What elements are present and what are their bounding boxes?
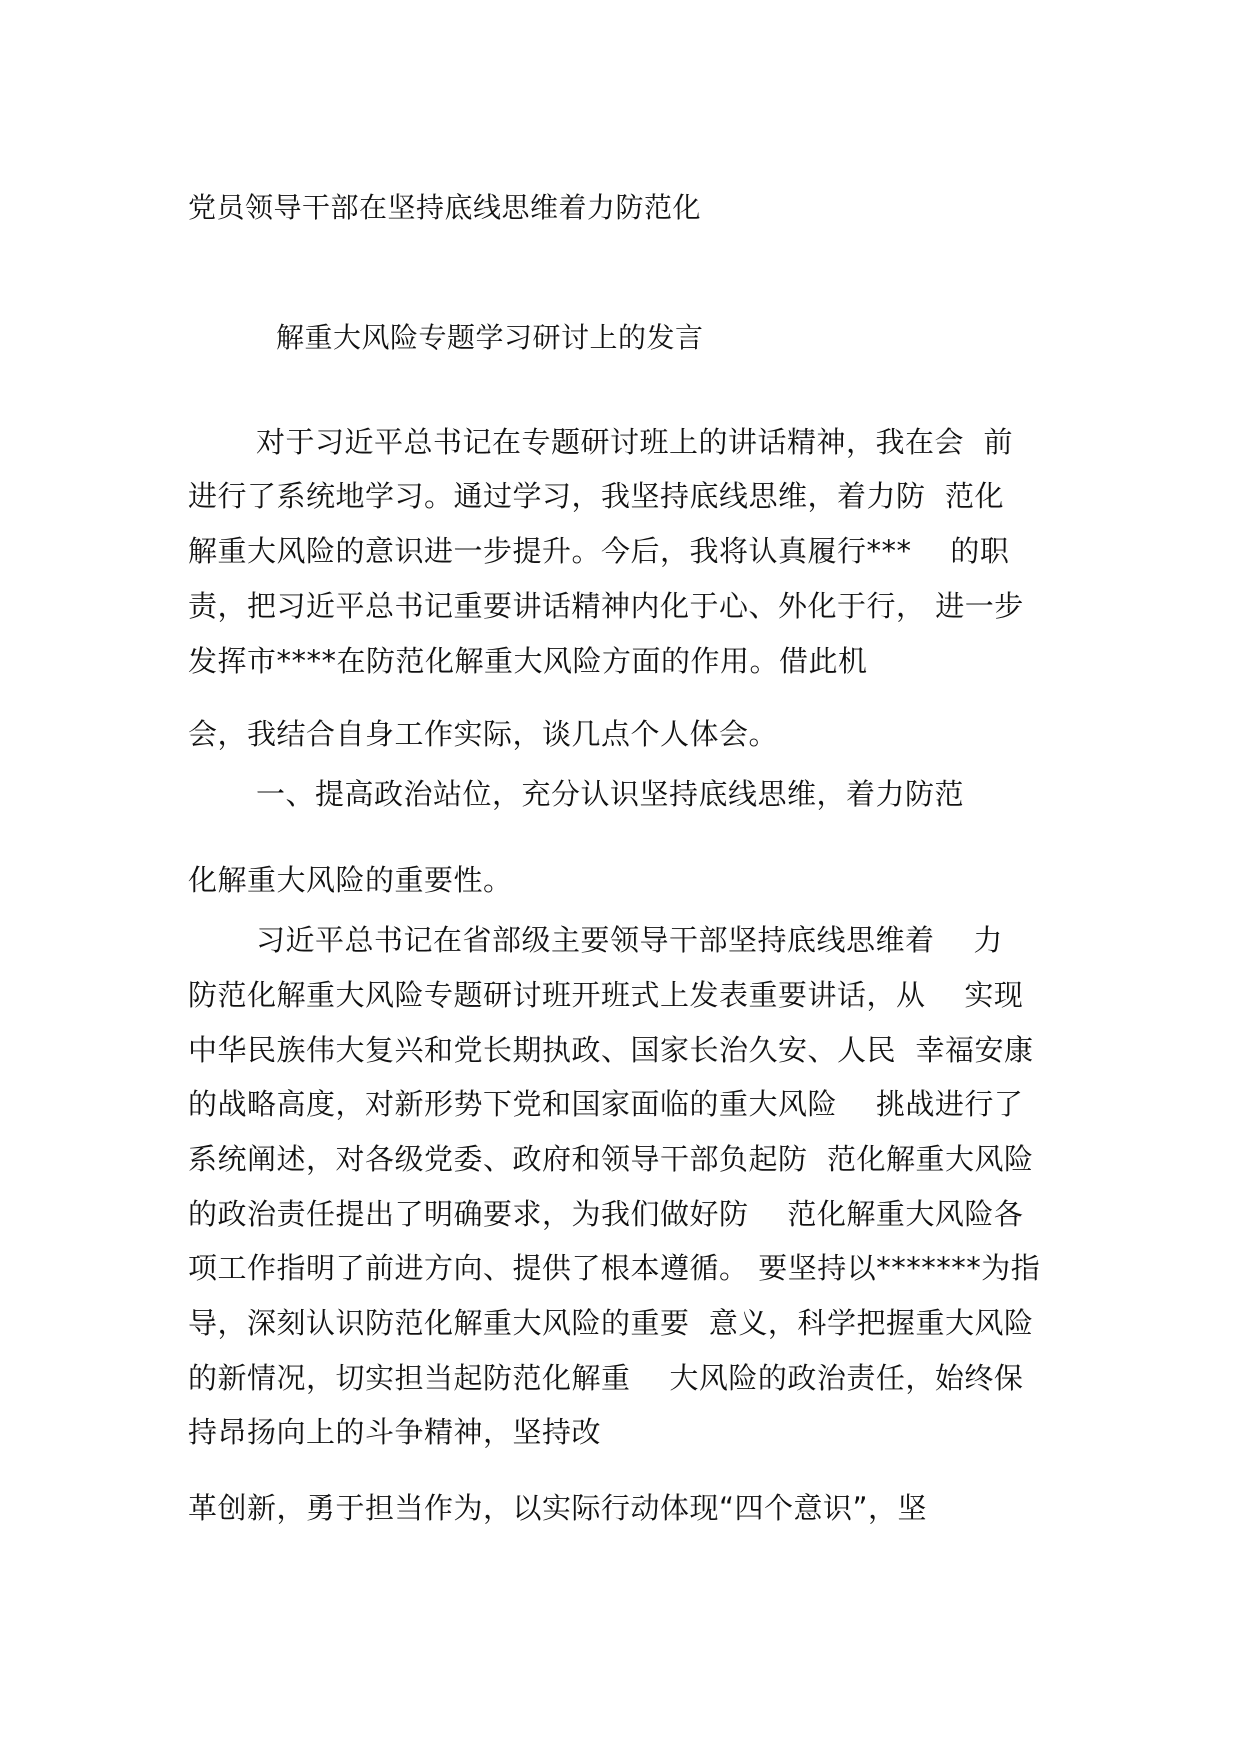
body-line-14: 的政治责任提出了明确要求，为我们做好防 范化解重大风险各 <box>188 1197 1024 1231</box>
body-line-16: 导，深刻认识防范化解重大风险的重要 意义，科学把握重大风险 <box>188 1306 1034 1340</box>
body-line-17: 的新情况，切实担当起防范化解重 大风险的政治责任，始终保 <box>188 1361 1024 1395</box>
body-line-9: 习近平总书记在省部级主要领导干部坚持底线思维着 力 <box>256 923 1003 957</box>
body-line-10: 防范化解重大风险专题研讨班开班式上发表重要讲话，从 实现 <box>188 978 1024 1012</box>
body-line-13: 系统阐述，对各级党委、政府和领导干部负起防 范化解重大风险 <box>188 1142 1034 1176</box>
body-line-1: 对于习近平总书记在专题研讨班上的讲话精神，我在会 前 <box>256 425 1013 459</box>
section-heading-1: 一、提高政治站位，充分认识坚持底线思维，着力防范 <box>256 777 965 811</box>
document-title-line-2: 解重大风险专题学习研讨上的发言 <box>276 321 704 354</box>
body-line-18: 持昂扬向上的斗争精神，坚持改 <box>188 1415 602 1449</box>
body-line-11: 中华民族伟大复兴和党长期执政、国家长治久安、人民 幸福安康 <box>188 1033 1034 1067</box>
body-line-5: 发挥市****在防范化解重大风险方面的作用。借此机 <box>188 644 868 678</box>
body-line-2: 进行了系统地学习。通过学习，我坚持底线思维，着力防 范化 <box>188 479 1004 513</box>
document-title-line-1: 党员领导干部在坚持底线思维着力防范化 <box>188 191 702 224</box>
body-line-19: 革创新，勇于担当作为，以实际行动体现“四个意识”，坚 <box>188 1491 928 1525</box>
body-line-6: 会，我结合自身工作实际，谈几点个人体会。 <box>188 717 779 751</box>
body-line-4: 责，把习近平总书记重要讲话精神内化于心、外化于行， 进一步 <box>188 589 1024 623</box>
body-line-15: 项工作指明了前进方向、提供了根本遵循。 要坚持以*******为指 <box>188 1251 1041 1285</box>
section-heading-1-cont: 化解重大风险的重要性。 <box>188 863 513 897</box>
body-line-12: 的战略高度，对新形势下党和国家面临的重大风险 挑战进行了 <box>188 1087 1024 1121</box>
body-line-3: 解重大风险的意识进一步提升。今后，我将认真履行*** 的职 <box>188 534 1010 568</box>
